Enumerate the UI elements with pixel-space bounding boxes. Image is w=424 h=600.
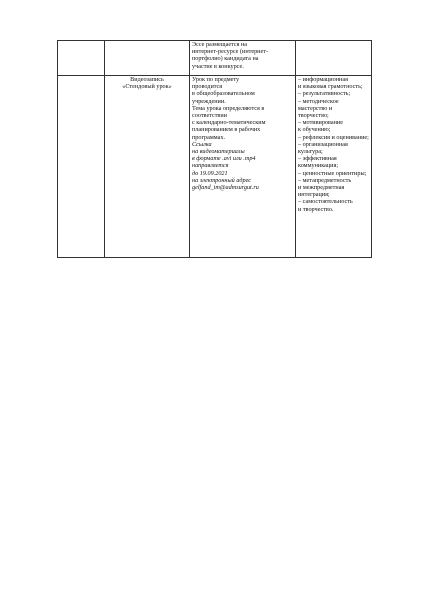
criteria-item: – методическое мастерство и bbox=[298, 97, 339, 112]
description-line: с календарно-тематическим bbox=[192, 119, 266, 127]
criteria-cell bbox=[296, 76, 372, 258]
description-line: Тема урока определяются в bbox=[192, 104, 265, 112]
criteria-item: творчество; bbox=[298, 112, 329, 120]
email-link[interactable]: gelfand_im@admsurgut.ru bbox=[192, 184, 259, 192]
essay-cell bbox=[190, 41, 296, 76]
link-line: Ссылка bbox=[192, 140, 212, 148]
description-line: Урок по предмету bbox=[192, 76, 240, 83]
criteria-item: и творчество. bbox=[298, 205, 334, 213]
description-line: планированием в рабочих bbox=[192, 126, 261, 134]
essay-line: интернет-ресурсе (интернет- bbox=[192, 48, 268, 56]
criteria-item: – рефлексия и оценивание; bbox=[298, 133, 369, 141]
criteria-table bbox=[57, 40, 372, 258]
item-name-cell bbox=[105, 76, 190, 258]
empty-cell bbox=[58, 76, 105, 258]
criteria-item: и межпредметная интеграция; bbox=[298, 184, 345, 199]
description-cell bbox=[190, 76, 296, 258]
criteria-item: к обучению; bbox=[298, 126, 331, 134]
criteria-item: – ценностные ориентиры; bbox=[298, 169, 367, 177]
empty-cell bbox=[296, 41, 372, 76]
link-line: на видеоматериалы bbox=[192, 148, 245, 156]
description-line: программах. bbox=[192, 133, 226, 141]
essay-line: участие в конкурсе. bbox=[192, 62, 244, 70]
criteria-item: – организационная культура; bbox=[298, 140, 348, 156]
essay-line: Эссе размещается на bbox=[192, 41, 248, 48]
description-line: соответствии bbox=[192, 112, 227, 120]
criteria-item: – эффективная коммуникация; bbox=[298, 155, 339, 170]
criteria-item: – результативность; bbox=[298, 90, 351, 98]
criteria-item: – самостоятельность bbox=[298, 198, 353, 206]
link-line: направляется bbox=[192, 162, 229, 170]
item-name-line: «Стендовый урок» bbox=[122, 83, 172, 91]
description-line: учреждении. bbox=[192, 97, 226, 105]
criteria-item: – информационная bbox=[298, 76, 348, 83]
description-line: в общеобразовательном bbox=[192, 90, 255, 98]
table-row bbox=[58, 76, 372, 258]
item-name-line: Видеозапись bbox=[130, 76, 164, 83]
link-line: до 19.09.2021 bbox=[192, 169, 228, 177]
description-line: проводится bbox=[192, 83, 223, 91]
criteria-item: и языковая грамотность; bbox=[298, 83, 363, 91]
criteria-item: – метапредметность bbox=[298, 176, 352, 184]
essay-line: портфолио) кандидата на bbox=[192, 55, 259, 63]
link-line: на электронный адрес bbox=[192, 176, 252, 184]
empty-cell bbox=[58, 41, 105, 76]
empty-cell bbox=[105, 41, 190, 76]
table-row bbox=[58, 41, 372, 76]
criteria-item: – мотивирование bbox=[298, 119, 343, 127]
link-line: в формате .avi или .mp4 bbox=[192, 155, 256, 163]
